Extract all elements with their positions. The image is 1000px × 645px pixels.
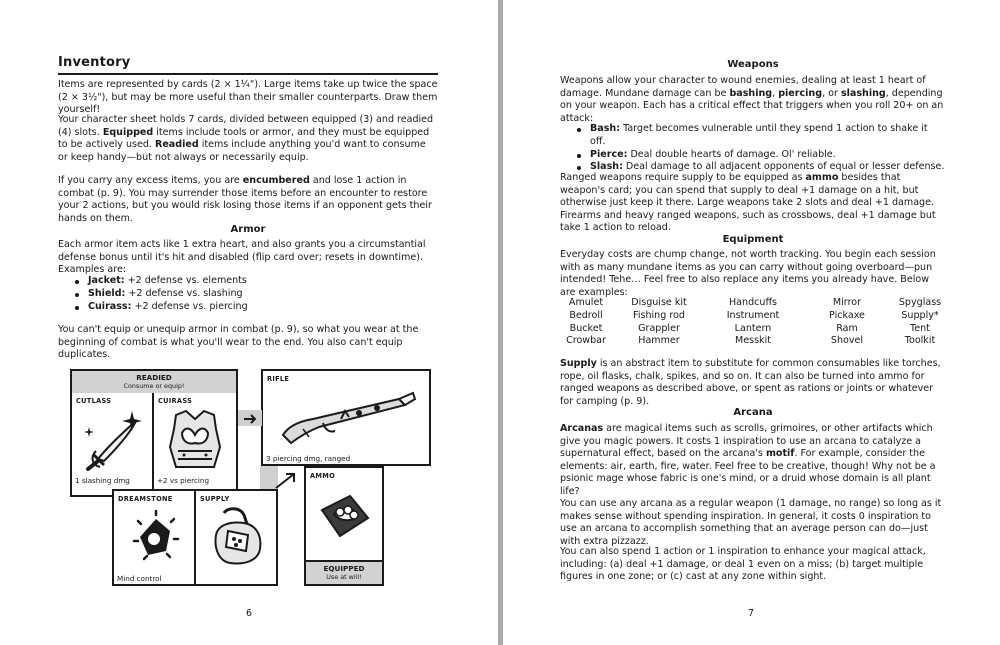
list-item: Shield: +2 defense vs. slashing [58,288,438,301]
table-cell: Shovel [830,335,864,347]
table-cell: Disguise kit [631,297,687,308]
weapon-effects-list [560,123,946,174]
readied-label: READIED [136,373,172,382]
table-cell: Amulet [568,297,604,308]
cutlass-card [72,393,154,489]
card-caption: 3 piercing dmg, ranged [266,454,351,463]
table-cell: Crowbar [566,335,606,347]
ammo-card [304,466,384,586]
supply-bag-icon [208,505,268,569]
armor-equip-paragraph: You can't equip or unequip armor in combat (p. 9), so what you wear at the beginning of combat is what you'll wear to the end. You also can't equip duplicates. [58,324,419,361]
equipped-label: EQUIPPED [323,564,365,573]
cuirass-icon [164,407,226,473]
slots-paragraph: Your character sheet holds 7 cards, divided between equipped (3) and readied (4) slots. Equipped items include tools or armor, and they must be equipped to be actively used. Readied items include anything you'd want to consume or keep handy—but not always or necessarily equip. [58,114,434,163]
card-title: CUIRASS [158,397,193,405]
table-cell: Ram [836,322,858,334]
encumbered-paragraph: If you carry any excess items, you are encumbered and lose 1 action in combat (p. 9). You may surrender those items before an encounter to restore your 2 actions, but you would risk losing those items if an opponent gets their hands on them. [58,175,432,224]
dreamstone-icon [130,507,182,569]
card-title: DREAMSTONE [118,495,173,503]
supply-card [194,489,278,586]
card-caption: 1 slashing dmg [75,476,130,485]
table-cell: Hammer [638,335,680,347]
inventory-intro-paragraph: Items are represented by cards (2 × 1¼"). Large items take up twice the space (2 × 3½"), but may be more useful than their smaller counterparts. Draw them yourself! [58,79,438,116]
inventory-heading-block [58,55,438,75]
equipment-paragraph: Everyday costs are chump change, not worth tracking. You begin each session with as many mundane items as you can carry without going overboard—pun intended! Tehe… Feel free to also replace any items you already have. Below are examples: [560,249,936,298]
table-cell: Grappler [638,322,680,334]
table-cell: Handcuffs [729,297,777,308]
ranged-weapons-paragraph: Ranged weapons require supply to be equipped as ammo besides that weapon's card; you can spend that supply to deal +1 damage on a hit, but otherwise just keep it there. Large weapons take 2 slots and deal +1 damage. Firearms and heavy ranged weapons, such as crossbows, deal +1 damage but take 1 action to reload. [560,172,936,234]
list-item: Jacket: +2 defense vs. elements [58,275,438,288]
list-item: Pierce: Deal double hearts of damage. Ol' reliable. [560,149,946,162]
left-page [0,0,498,645]
equipped-label-bar [306,560,382,584]
arcana-weapon-paragraph: You can use any arcana as a regular weapon (1 damage, no range) so long as it makes sense without spending inspiration. In general, it costs 0 inspiration to use an arcana to accomplish something that an average person can do—just with extra pizzazz. [560,498,942,547]
readied-label-bar [72,371,236,395]
table-cell: Bedroll [569,309,603,321]
table-cell: Mirror [832,297,862,308]
table-cell: Bucket [569,322,603,334]
readied-sublabel: Consume or equip! [123,382,185,390]
card-caption: Mind control [117,574,162,583]
page-number: 7 [747,608,755,619]
cutlass-icon [80,409,146,471]
table-cell: Instrument [726,309,780,321]
list-item: Cuirass: +2 defense vs. piercing [58,301,438,314]
table-cell: Messkit [735,335,771,347]
table-cell: Toolkit [904,335,936,347]
table-cell: Fishing rod [633,309,685,321]
table-cell: Lantern [734,322,772,334]
supply-paragraph: Supply is an abstract item to substitute for common consumables like torches, rope, oil flasks, chalk, spikes, and so on. It can also be turned into ammo for ranged weapons as described above, or spent as rations or joints or whatever for camping (p. 9). [560,358,941,407]
list-item: Bash: Target becomes vulnerable until they spend 1 action to shake it off. [560,123,946,149]
weapons-heading: Weapons [727,59,779,70]
table-cell: Tent [910,322,930,334]
arrow-icon [242,412,258,426]
equipment-table [560,297,946,348]
armor-heading: Armor [230,224,266,235]
heading-rule [58,73,438,75]
card-title: CUTLASS [76,397,112,405]
rifle-icon [279,385,419,445]
right-page [503,0,1000,645]
cuirass-card [154,393,236,489]
equipped-sublabel: Use at will! [326,573,362,581]
table-cell: Supply* [901,309,939,321]
card-title: RIFLE [267,375,290,383]
weapons-paragraph: Weapons allow your character to wound enemies, dealing at least 1 heart of damage. Mundane damage can be bashing, piercing, or slashing, depending on your weapon. Each has a critical effect that triggers when you roll 20+ on an attack: [560,75,944,124]
card-title: SUPPLY [200,495,230,503]
arcana-enhance-paragraph: You can also spend 1 action or 1 inspiration to enhance your magical attack, including: (a) deal +1 damage, or deal 1 even on a miss; (b) target multiple figures in one zone; or (c) cast at any zone within sight. [560,546,926,583]
table-cell: Spyglass [898,297,942,308]
card-caption: +2 vs piercing [157,476,210,485]
inventory-heading: Inventory [58,55,131,70]
page-number: 6 [245,608,253,619]
rifle-card [261,369,431,466]
arcana-paragraph: Arcanas are magical items such as scrolls, grimoires, or other artifacts which give you magic powers. It costs 1 inspiration to use an arcana to catalyze a supernatural effect, based on the arcana's motif. For example, consider the elements: air, earth, fire, water. Feel free to be creative, though! Why not be a psionic mage whose fabric is one's mind, or a druid whose domain is all plant life? [560,423,936,497]
equipment-heading: Equipment [722,234,784,245]
card-title: AMMO [310,472,336,480]
table-cell: Pickaxe [829,309,865,321]
ammo-pouch-icon [316,488,374,544]
armor-paragraph: Each armor item acts like 1 extra heart, and also grants you a circumstantial defense bonus until it's hit and disabled (flip card over; resets in downtime). Examples are: [58,239,426,276]
list-item: Slash: Deal damage to all adjacent opponents of equal or lesser defense. [560,161,946,174]
dreamstone-card [112,489,196,586]
arcana-heading: Arcana [733,407,773,418]
armor-list [58,275,438,313]
